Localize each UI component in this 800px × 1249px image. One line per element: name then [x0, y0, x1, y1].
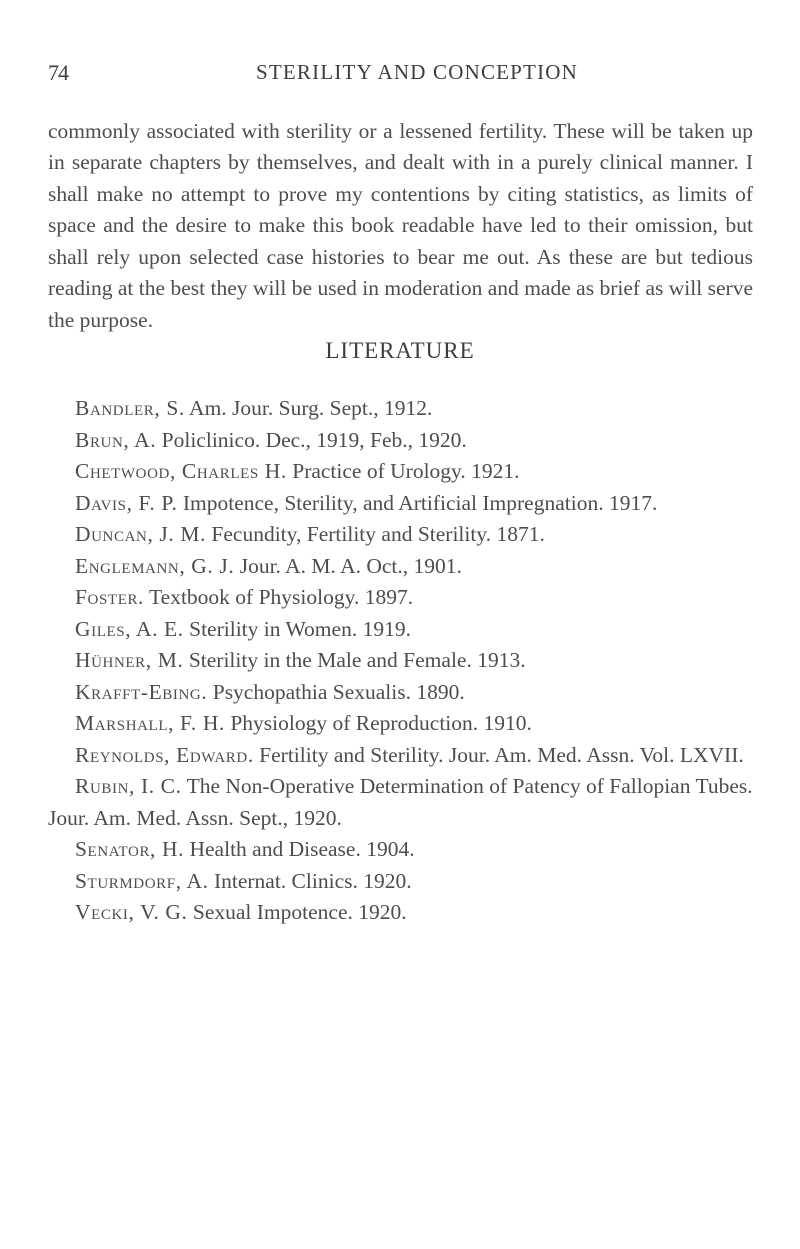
- reference-author: Davis, F. P.: [75, 490, 178, 515]
- reference-item: [48, 393, 760, 425]
- reference-author: Foster.: [75, 585, 145, 609]
- reference-author: Krafft-Ebing.: [75, 679, 208, 704]
- reference-item: [48, 456, 760, 488]
- reference-author: Hühner, M.: [75, 648, 184, 672]
- reference-item: [48, 582, 760, 614]
- reference-author: Duncan, J. M.: [75, 522, 207, 546]
- reference-list: [48, 393, 760, 929]
- reference-item: [48, 519, 760, 551]
- reference-author: Marshall, F. H.: [75, 711, 225, 735]
- reference-text: Fecundity, Fertility and Sterility. 1871.: [206, 522, 545, 546]
- reference-item: [48, 740, 760, 772]
- reference-text: Psychopathia Sexualis. 1890.: [207, 679, 465, 704]
- reference-text: Textbook of Physiology. 1897.: [144, 585, 414, 609]
- reference-author: Chetwood, Charles H.: [75, 459, 287, 483]
- reference-text: Sexual Impotence. 1920.: [187, 900, 407, 924]
- reference-item: [48, 866, 760, 898]
- reference-text: Sterility in Women. 1919.: [183, 616, 411, 641]
- reference-author: Senator, H.: [75, 837, 185, 861]
- reference-item: [48, 645, 760, 677]
- reference-text: Impotence, Sterility, and Artificial Impregnation. 1917.: [177, 490, 658, 515]
- reference-text: Health and Disease. 1904.: [184, 837, 415, 861]
- reference-text: Fertility and Sterility. Jour. Am. Med. Assn. Vol. LXVII.: [253, 742, 744, 767]
- reference-author: Englemann, G. J.: [75, 553, 235, 578]
- intro-paragraph: commonly associated with sterility or a lessened fertility. These will be taken up in separate chapters by themselves, and dealt with in a purely clinical manner. I shall make no attempt to prove my contentions by citing statistics, as limits of space and the desire to make this book readable have led to their omission, but shall rely upon selected case histories to bear me out. As these are but tedious reading at the best they will be used in moderation and made as brief as will serve the purpose.: [48, 118, 753, 332]
- reference-text: Internat. Clinics. 1920.: [208, 868, 412, 893]
- page-number: 74: [48, 60, 68, 85]
- reference-author: Rubin, I. C.: [75, 774, 182, 798]
- reference-text: Am. Jour. Surg. Sept., 1912.: [184, 396, 433, 420]
- reference-author: Brun, A.: [75, 427, 157, 452]
- reference-item: [48, 488, 760, 520]
- reference-item: [48, 425, 760, 457]
- page-header: [48, 56, 752, 86]
- reference-text: Policlinico. Dec., 1919, Feb., 1920.: [156, 427, 467, 452]
- reference-item: [48, 897, 760, 929]
- section-title: LITERATURE: [325, 338, 475, 363]
- reference-text: Physiology of Reproduction. 1910.: [224, 711, 532, 735]
- reference-item: [48, 677, 760, 709]
- reference-text: Practice of Urology. 1921.: [286, 459, 520, 483]
- reference-item: [48, 834, 760, 866]
- reference-author: Vecki, V. G.: [75, 900, 188, 924]
- reference-item: [48, 708, 760, 740]
- reference-author: Sturmdorf, A.: [75, 868, 209, 893]
- reference-author: Reynolds, Edward.: [75, 742, 254, 767]
- reference-text: The Non-Operative Determination of Patency of Fallopian Tubes. Jour. Am. Med. Assn. Sept., 1920.: [48, 774, 753, 830]
- reference-text: Sterility in the Male and Female. 1913.: [183, 648, 526, 672]
- reference-item: [48, 551, 760, 583]
- reference-author: Giles, A. E.: [75, 616, 184, 641]
- reference-item: [48, 614, 760, 646]
- reference-text: Jour. A. M. A. Oct., 1901.: [234, 553, 462, 578]
- running-head: STERILITY AND CONCEPTION: [256, 60, 579, 84]
- reference-author: Bandler, S.: [75, 396, 185, 420]
- reference-item: [48, 771, 760, 834]
